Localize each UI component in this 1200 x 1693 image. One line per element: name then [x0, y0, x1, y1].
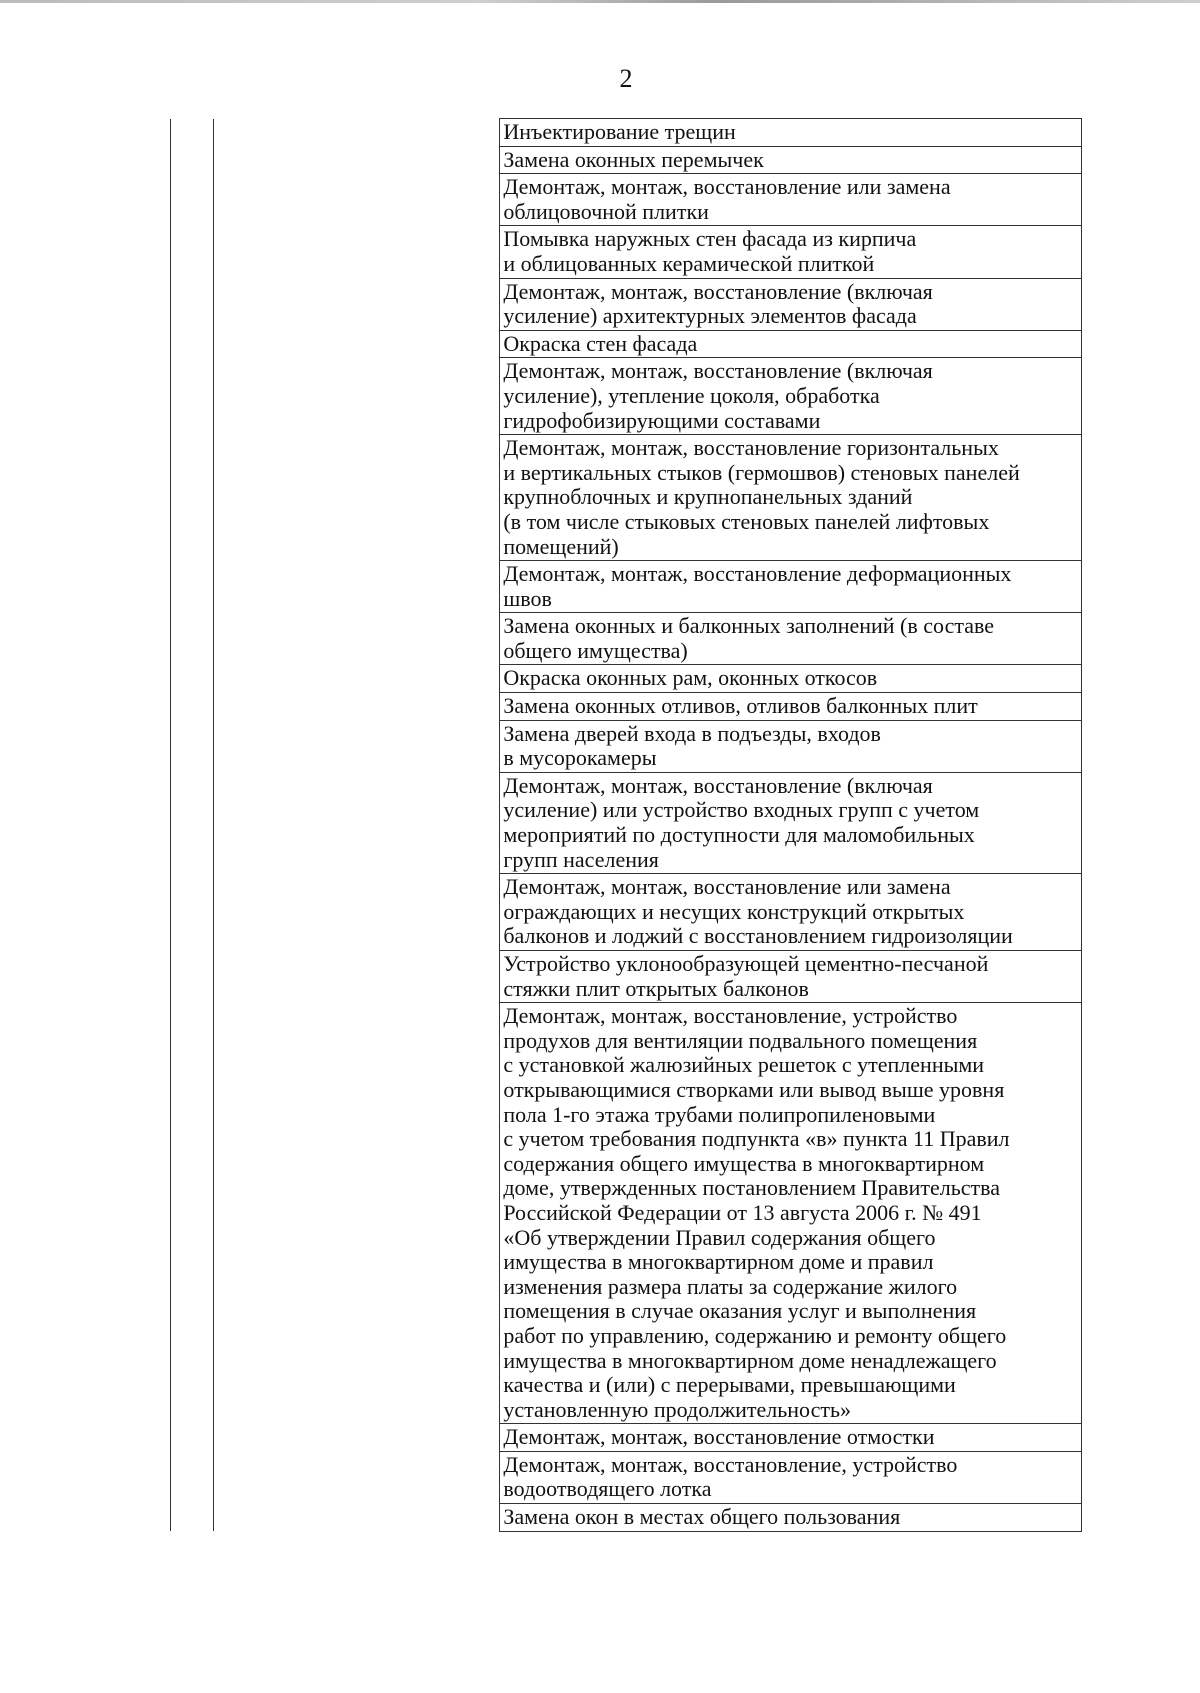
works-table-body	[171, 119, 1082, 1532]
work-type-cell: Демонтаж, монтаж, восстановление отмостки	[500, 1424, 1082, 1452]
work-type-cell: Замена окон в местах общего пользования	[500, 1504, 1082, 1532]
work-type-cell: Демонтаж, монтаж, восстановление (включая усиление), утепление цоколя, обработка гидрофобизирующими составами	[500, 358, 1082, 435]
work-type-cell: Помывка наружных стен фасада из кирпича и облицованных керамической плиткой	[500, 226, 1082, 278]
scan-top-edge	[0, 0, 1200, 3]
number-column-cell	[171, 119, 214, 1532]
page-number: 2	[619, 64, 633, 93]
table-row	[171, 119, 1082, 147]
works-table	[170, 118, 1082, 1532]
work-type-cell: Демонтаж, монтаж, восстановление горизонтальных и вертикальных стыков (гермошвов) стеновых панелей крупноблочных и крупнопанельных зданий (в том числе стыковых стеновых панелей лифтовых помещений)	[500, 435, 1082, 561]
work-type-cell: Замена дверей входа в подъезды, входов в мусорокамеры	[500, 720, 1082, 772]
work-type-cell: Окраска оконных рам, оконных откосов	[500, 665, 1082, 693]
element-column-cell	[214, 119, 500, 1532]
work-type-cell: Демонтаж, монтаж, восстановление, устройство водоотводящего лотка	[500, 1451, 1082, 1503]
work-type-cell: Окраска стен фасада	[500, 330, 1082, 358]
work-type-cell: Устройство уклонообразующей цементно-песчаной стяжки плит открытых балконов	[500, 951, 1082, 1003]
work-type-cell: Замена оконных перемычек	[500, 146, 1082, 174]
work-type-cell: Инъектирование трещин	[500, 119, 1082, 147]
work-type-cell: Демонтаж, монтаж, восстановление (включая усиление) архитектурных элементов фасада	[500, 278, 1082, 330]
work-type-cell: Замена оконных отливов, отливов балконных плит	[500, 693, 1082, 721]
work-type-cell: Демонтаж, монтаж, восстановление или замена облицовочной плитки	[500, 174, 1082, 226]
work-type-cell: Демонтаж, монтаж, восстановление или замена ограждающих и несущих конструкций открытых балконов и лоджий с восстановлением гидроизоляции	[500, 874, 1082, 951]
work-type-cell: Демонтаж, монтаж, восстановление деформационных швов	[500, 561, 1082, 613]
work-type-cell: Демонтаж, монтаж, восстановление, устройство продухов для вентиляции подвального помещения с установкой жалюзийных решеток с утепленными открывающимися створками или вывод выше уровня пола 1-го этажа трубами полипропиленовыми с учетом требования подпункта «в» пункта 11 Правил содержания общего имущества в многоквартирном доме, утвержденных постановлением Правительства Российской Федерации от 13 августа 2006 г. № 491 «Об утверждении Правил содержания общего имущества в многоквартирном доме и правил изменения размера платы за содержание жилого помещения в случае оказания услуг и выполнения работ по управлению, содержанию и ремонту общего имущества в многоквартирном доме ненадлежащего качества и (или) с перерывами, превышающими установленную продолжительность»	[500, 1003, 1082, 1424]
work-type-cell: Демонтаж, монтаж, восстановление (включая усиление) или устройство входных групп с учетом мероприятий по доступности для маломобильных групп населения	[500, 772, 1082, 873]
work-type-cell: Замена оконных и балконных заполнений (в составе общего имущества)	[500, 613, 1082, 665]
